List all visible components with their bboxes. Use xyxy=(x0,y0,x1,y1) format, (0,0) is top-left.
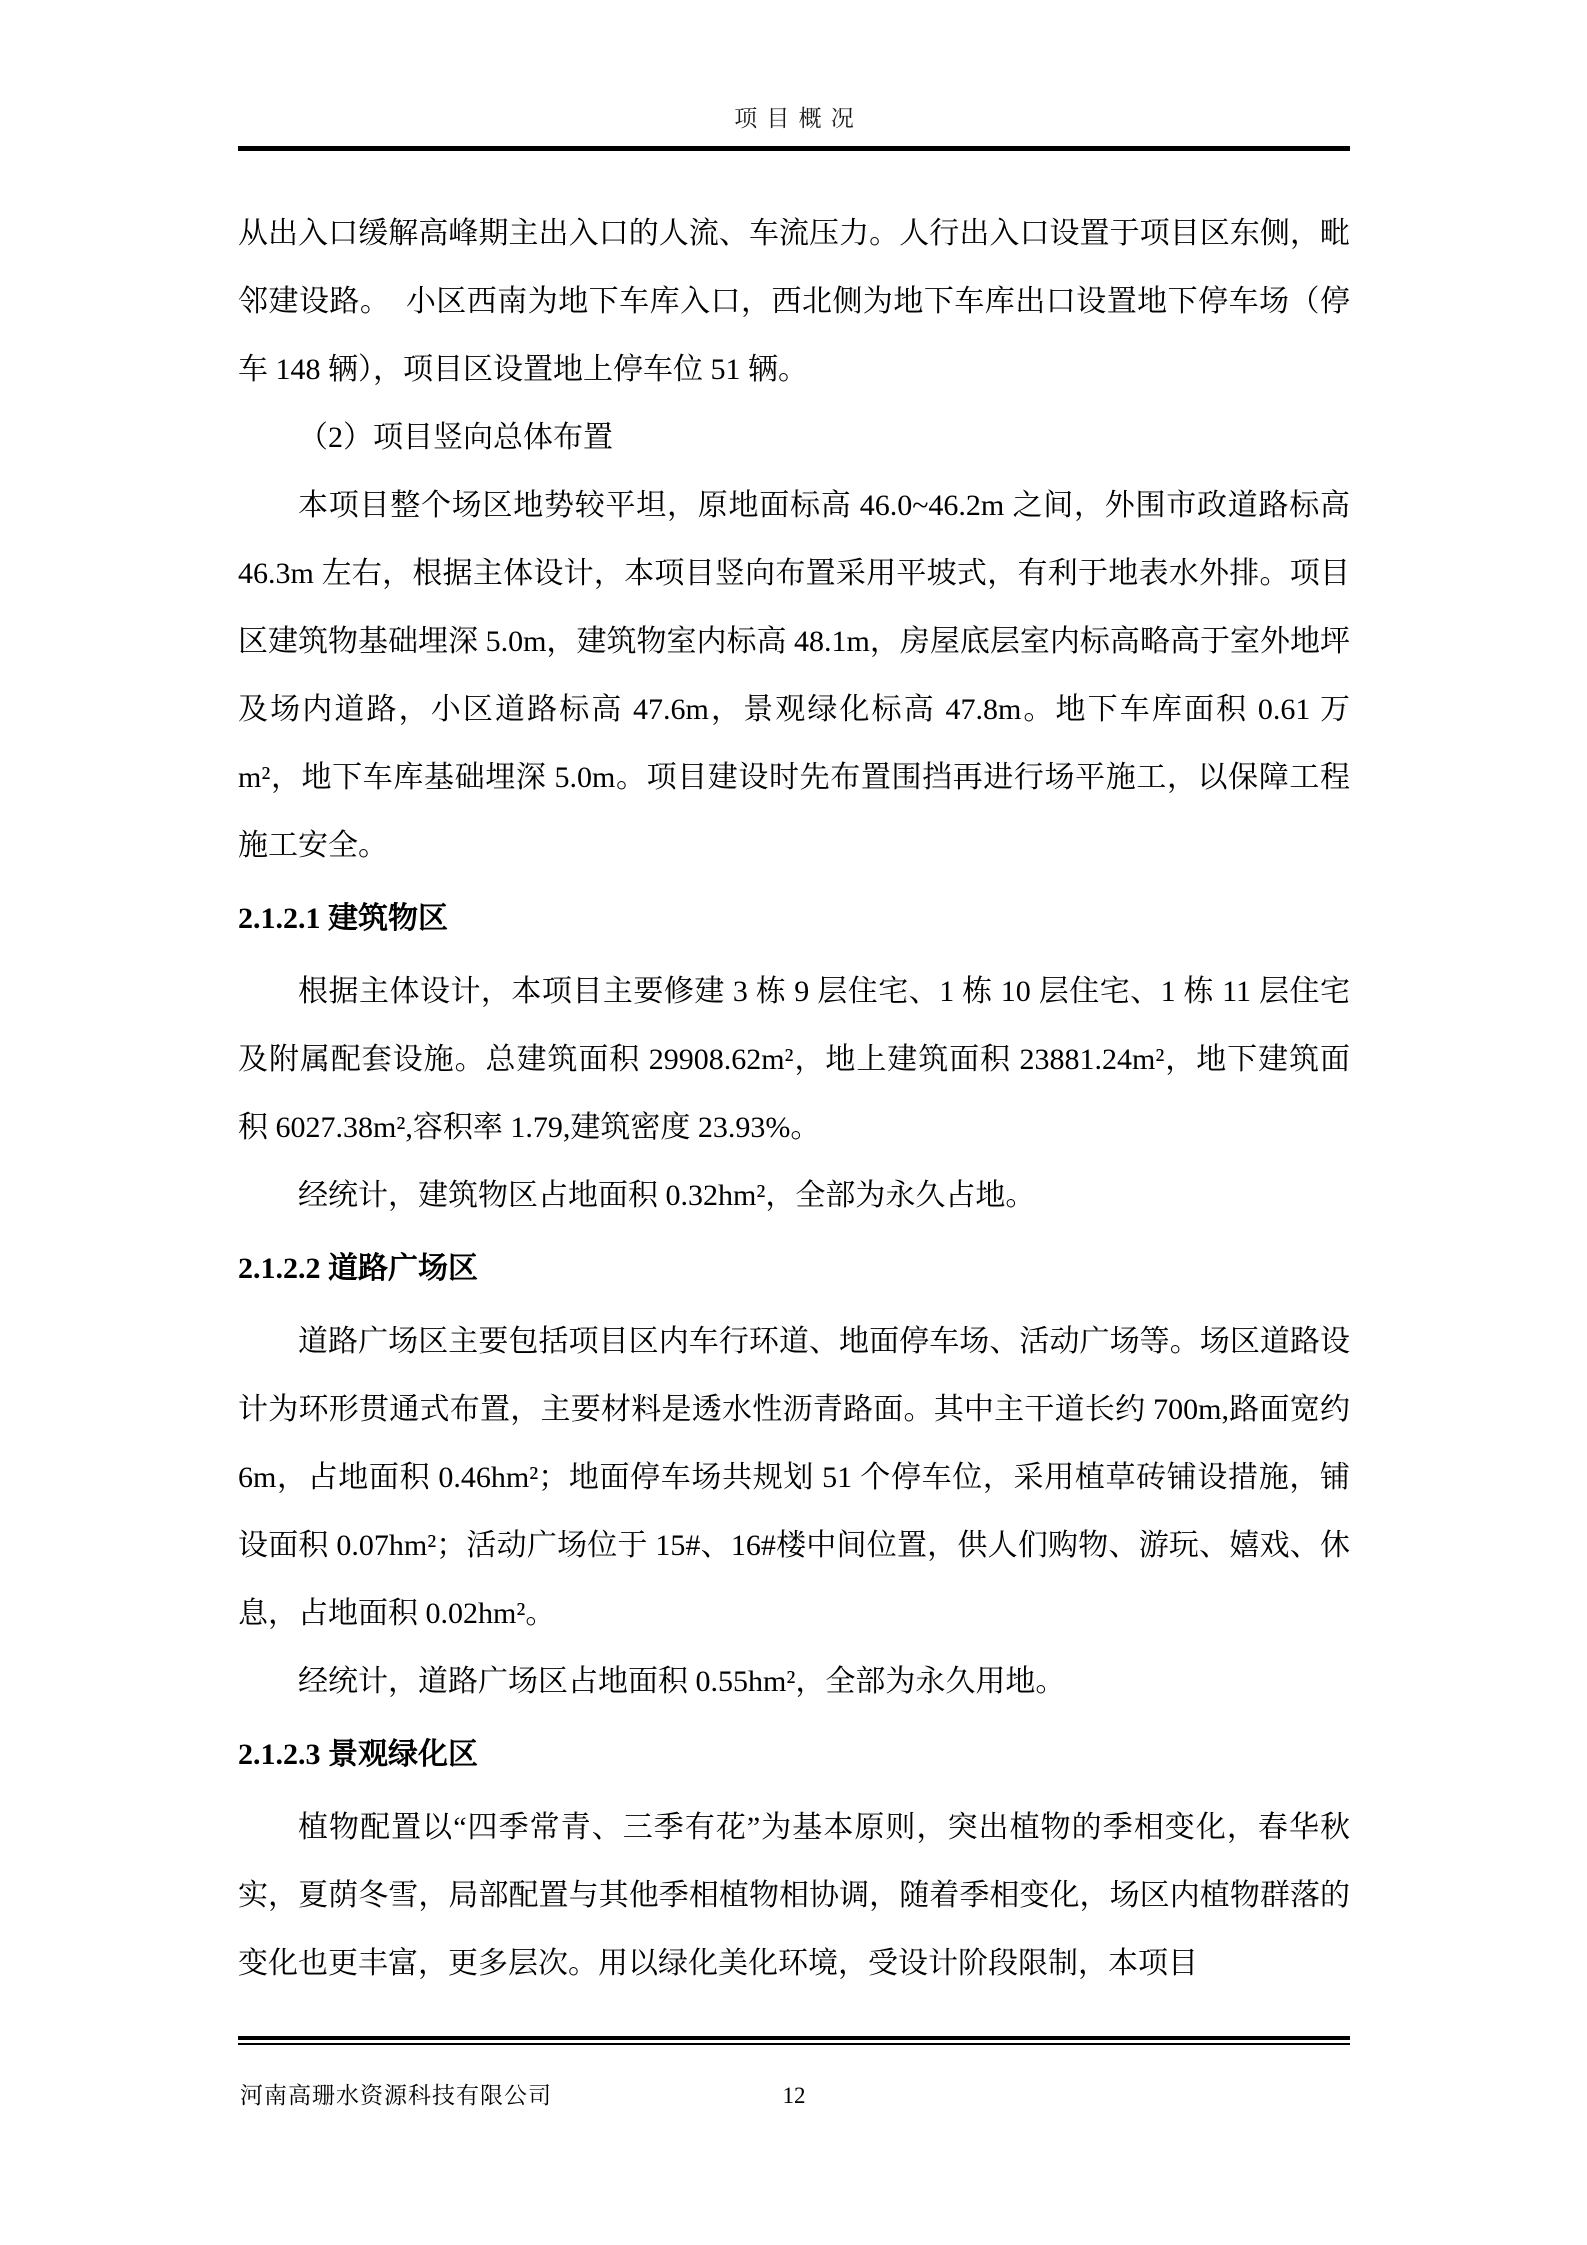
header-rule xyxy=(238,146,1350,151)
section-heading-building-area: 2.1.2.1 建筑物区 xyxy=(238,902,448,935)
paragraph-entrance-continuation: 从出入口缓解高峰期主出入口的人流、车流压力。人行出入口设置于项目区东侧，毗邻建设路。 小区西南为地下车库入口，西北侧为地下车库出口设置地下停车场（停车 148 辆），项目区设置地上停车位 51 辆。 xyxy=(238,217,1350,386)
footer-rule-thin xyxy=(238,2043,1350,2045)
paragraph-building-area-1: 根据主体设计，本项目主要修建 3 栋 9 层住宅、1 栋 10 层住宅、1 栋 11 层住宅及附属配套设施。总建筑面积 29908.62m²，地上建筑面积 23881.24m²，地下建筑面积 6027.38m²,容积率 1.79,建筑密度 23.93%。 xyxy=(238,975,1350,1144)
page-header-title: 项目概况 xyxy=(734,106,863,131)
footer-company-name: 河南高珊水资源科技有限公司 xyxy=(240,2083,552,2108)
paragraph-road-square-2: 经统计，道路广场区占地面积 0.55hm²，全部为永久用地。 xyxy=(298,1665,1066,1698)
page-header xyxy=(238,0,1350,151)
paragraph-building-area-2: 经统计，建筑物区占地面积 0.32hm²，全部为永久占地。 xyxy=(298,1179,1036,1212)
footer-row xyxy=(238,2081,1350,2111)
page-footer xyxy=(238,2036,1350,2111)
paragraph-road-square-1: 道路广场区主要包括项目区内车行环道、地面停车场、活动广场等。场区道路设计为环形贯通式布置，主要材料是透水性沥青路面。其中主干道长约 700m,路面宽约 6m，占地面积 0.46hm²；地面停车场共规划 51 个停车位，采用植草砖铺设措施，铺设面积 0.07hm²；活动广场位于 15#、16#楼中间位置，供人们购物、游玩、嬉戏、休息，占地面积 0.02hm²。 xyxy=(238,1325,1351,1630)
paragraph-landscape-1: 植物配置以“四季常青、三季有花”为基本原则，突出植物的季相变化，春华秋实，夏荫冬雪，局部配置与其他季相植物相协调，随着季相变化，场区内植物群落的变化也更丰富，更多层次。用以绿化美化环境，受设计阶段限制，本项目 xyxy=(238,1811,1350,1980)
paragraph-vertical-layout-heading: （2）项目竖向总体布置 xyxy=(298,421,613,454)
section-heading-landscape-area: 2.1.2.3 景观绿化区 xyxy=(238,1738,478,1771)
section-heading-road-square-area: 2.1.2.2 道路广场区 xyxy=(238,1252,478,1285)
footer-rule-thick xyxy=(238,2036,1350,2040)
paragraph-vertical-layout-text: 本项目整个场区地势较平坦，原地面标高 46.0~46.2m 之间，外围市政道路标高 46.3m 左右，根据主体设计，本项目竖向布置采用平坡式，有利于地表水外排。项目区建筑物基础埋深 5.0m，建筑物室内标高 48.1m，房屋底层室内标高略高于室外地坪及场内道路，小区道路标高 47.6m，景观绿化标高 47.8m。地下车库面积 0.61 万 m²，地下车库基础埋深 5.0m。项目建设时先布置围挡再进行场平施工，以保障工程施工安全。 xyxy=(238,489,1350,862)
page-number: 12 xyxy=(782,2083,806,2108)
document-body xyxy=(238,200,1350,1998)
